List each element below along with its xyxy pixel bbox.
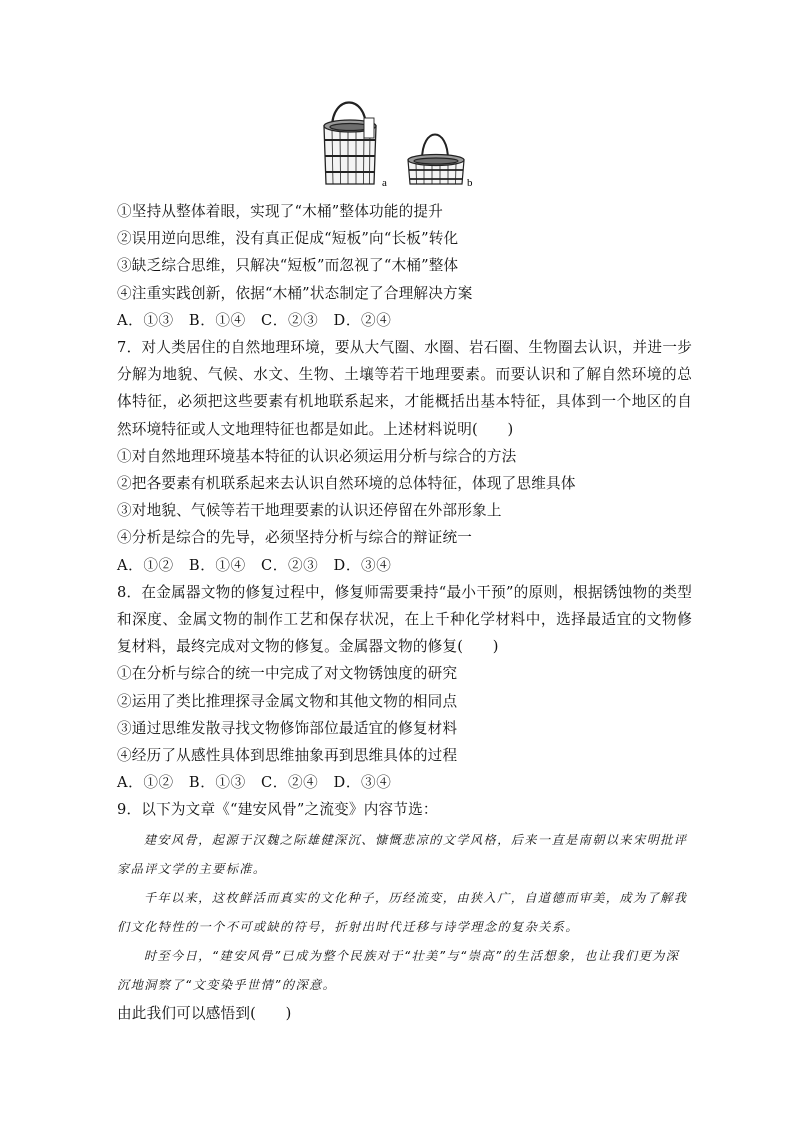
q9-passage-paragraph: 建安风骨，起源于汉魏之际雄健深沉、慷慨悲凉的文学风格，后来一直是南朝以来宋明批评家品评文学的主要标准。 <box>117 832 688 876</box>
q6-option-3: ③缺乏综合思维，只解决“短板”而忽视了“木桶”整体 <box>117 257 459 275</box>
q8-stem: 8．在金属器文物的修复过程中，修复师需要秉持“最小干预”的原则，根据锈蚀物的类型和深度、金属文物的制作工艺和保存状况，在上千种化学材料中，选择最适宜的文物修复材料，最终完成对文物的修复。金属器文物的修复( ) <box>117 583 692 656</box>
q6-option-2: ②误用逆向思维，没有真正促成“短板”向“长板”转化 <box>117 230 459 248</box>
label-b: b <box>467 177 473 189</box>
q9-question: 由此我们可以感悟到( ) <box>117 1004 292 1022</box>
q7-choices: A．①② B．①④ C．②③ D．③④ <box>117 556 392 574</box>
q9-passage-paragraph: 时至今日，“建安风骨”已成为整个民族对于“壮美”与“崇高”的生活想象，也让我们更为深沉地洞察了“文变染乎世情”的深意。 <box>117 948 680 992</box>
q7-option-3: ③对地貌、气候等若干地理要素的认识还停留在外部形象上 <box>117 502 502 520</box>
q6-option-4: ④注重实践创新，依据“木桶”状态制定了合理解决方案 <box>117 284 473 302</box>
q7-option-2: ②把各要素有机联系起来去认识自然环境的总体特征，体现了思维具体 <box>117 475 576 493</box>
label-a: a <box>382 177 387 189</box>
wooden-buckets-figure <box>310 96 480 194</box>
q6-option-1: ①坚持从整体着眼，实现了“木桶”整体功能的提升 <box>117 203 443 220</box>
question-8 <box>117 579 692 797</box>
q9-passage <box>117 826 692 1000</box>
q7-stem: 7．对人类居住的自然地理环境，要从大气圈、水圈、岩石圈、生物圈去认识，并进一步分解为地貌、气候、水文、生物、土壤等若干地理要素。而要认识和了解自然环境的总体特征，必须把这些要素有机地联系起来，才能概括出基本特征，具体到一个地区的自然环境特征或人文地理特征也都是如此。上述材料说明( ) <box>117 339 692 438</box>
q9-stem: 9．以下为文章《“建安风骨”之流变》内容节选： <box>117 801 438 819</box>
buckets-illustration <box>310 96 480 194</box>
question-7 <box>117 334 692 579</box>
q6-choices: A．①③ B．①④ C．②③ D．②④ <box>117 311 392 329</box>
q8-option-2: ②运用了类比推理探寻金属文物和其他文物的相同点 <box>117 692 458 710</box>
q7-option-4: ④分析是综合的先导，必须坚持分析与综合的辩证统一 <box>117 529 473 547</box>
question-6-options <box>117 198 692 334</box>
questions <box>117 198 692 1027</box>
q7-option-1: ①对自然地理环境基本特征的认识必须运用分析与综合的方法 <box>117 447 517 465</box>
q8-choices: A．①② B．①③ C．②④ D．③④ <box>117 774 392 792</box>
bucket-b <box>408 135 464 185</box>
q8-option-1: ①在分析与综合的统一中完成了对文物锈蚀度的研究 <box>117 665 458 683</box>
q8-option-3: ③通过思维发散寻找文物修饰部位最适宜的修复材料 <box>117 719 458 737</box>
q8-option-4: ④经历了从感性具体到思维抽象再到思维具体的过程 <box>117 747 458 765</box>
question-9 <box>117 796 692 1026</box>
bucket-a <box>324 103 376 185</box>
q9-passage-paragraph: 千年以来，这枚鲜活而真实的文化种子，历经流变，由狭入广，自道德而审美，成为了解我们文化特性的一个不可或缺的符号，折射出时代迁移与诗学理念的复杂关系。 <box>117 890 688 934</box>
